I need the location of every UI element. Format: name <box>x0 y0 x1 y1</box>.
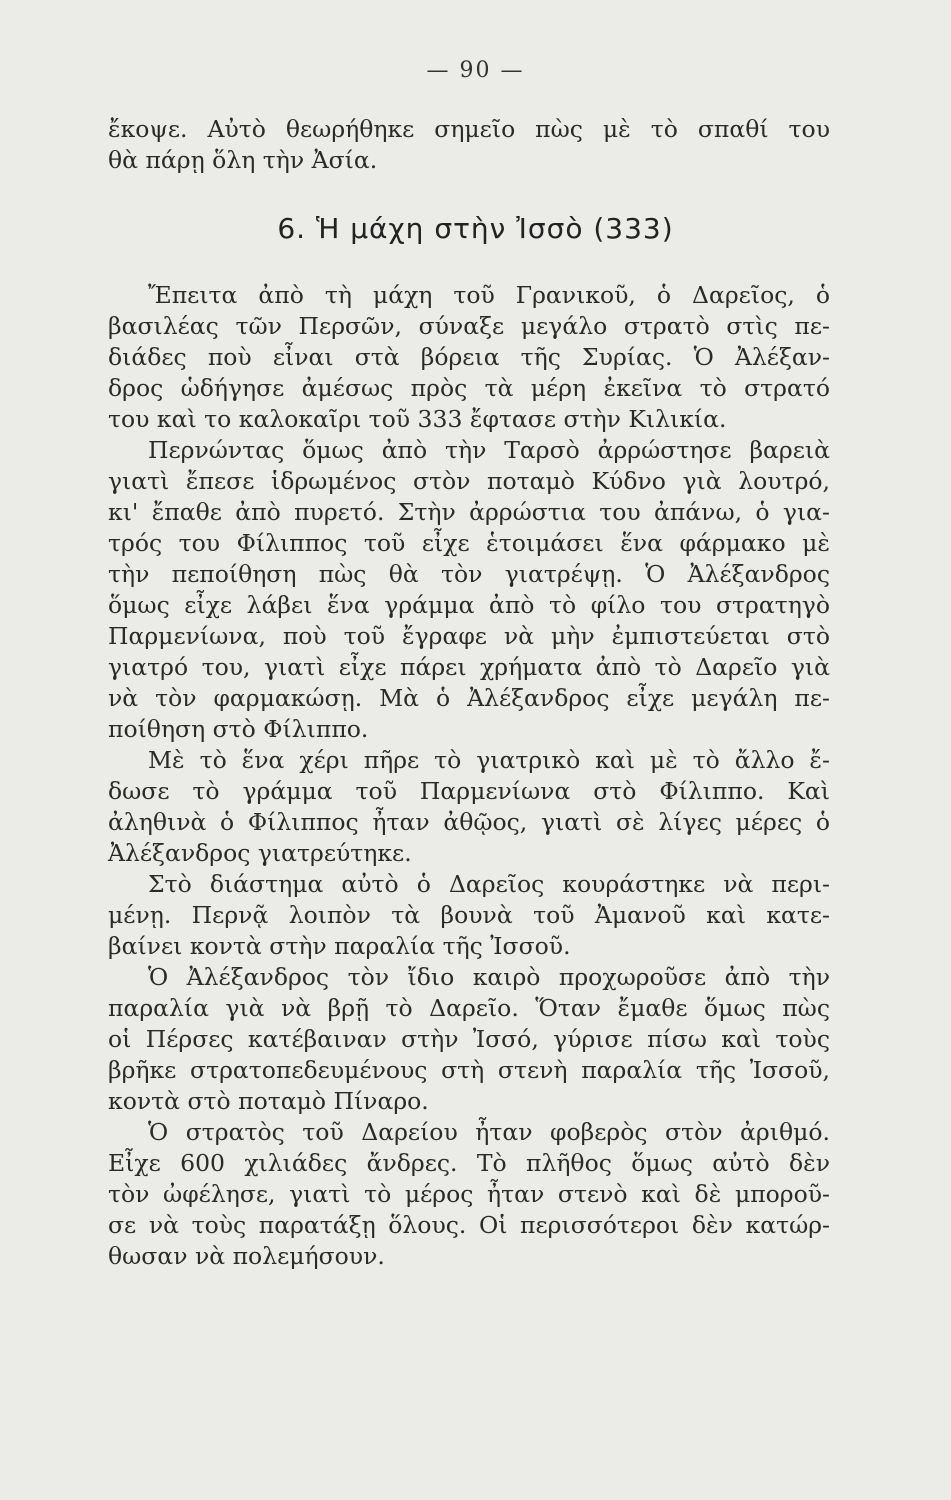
text-line: οἱ Πέρσες κατέβαιναν στὴν Ἰσσό, γύρισε πίσω καὶ τοὺς <box>108 1025 830 1053</box>
text-line: δωσε τὸ γράμμα τοῦ Παρμενίωνα στὸ Φίλιππο. Καὶ <box>108 777 830 805</box>
text-line: ἀληθινὰ ὁ Φίλιππος ἦταν ἀθῷος, γιατὶ σὲ λίγες μέρες ὁ <box>108 808 830 836</box>
text-line: Μὲ τὸ ἕνα χέρι πῆρε τὸ γιατρικὸ καὶ μὲ τὸ ἄλλο ἔ- <box>148 746 830 774</box>
text-line: παραλία γιὰ νὰ βρῇ τὸ Δαρεῖο. Ὅταν ἔμαθε ὅμως πὼς <box>108 994 830 1022</box>
text-line: Παρμενίωνα, ποὺ τοῦ ἔγραφε νὰ μὴν ἐμπιστεύεται στὸ <box>108 622 830 650</box>
section-heading: 6. Ἡ μάχη στὴν Ἰσσὸ (333) <box>277 212 674 245</box>
page-number: — 90 — <box>426 58 525 83</box>
text-line: Ἔπειτα ἀπὸ τὴ μάχη τοῦ Γρανικοῦ, ὁ Δαρεῖος, ὁ <box>148 281 830 309</box>
text-line: δρος ὡδήγησε ἀμέσως πρὸς τὰ μέρη ἐκεῖνα τὸ στρατό <box>108 374 830 402</box>
text-line: γιατὶ ἔπεσε ἱδρωμένος στὸν ποταμὸ Κύδνο γιὰ λουτρό, <box>108 467 830 495</box>
text-line: Εἶχε 600 χιλιάδες ἄνδρες. Τὸ πλῆθος ὅμως αὐτὸ δὲν <box>108 1149 830 1177</box>
text-line: διάδες ποὺ εἶναι στὰ βόρεια τῆς Συρίας. Ὁ Ἀλέξαν- <box>108 343 830 371</box>
text-line: σε νὰ τοὺς παρατάξῃ ὅλους. Οἱ περισσότεροι δὲν κατώρ- <box>108 1211 830 1239</box>
text-line: γιατρό του, γιατὶ εἶχε πάρει χρήματα ἀπὸ τὸ Δαρεῖο γιὰ <box>108 653 830 681</box>
text-line: τὴν πεποίθηση πὼς θὰ τὸν γιατρέψῃ. Ὁ Ἀλέξανδρος <box>108 560 830 588</box>
text-line: ὅμως εἶχε λάβει ἕνα γράμμα ἀπὸ τὸ φίλο του στρατηγὸ <box>108 591 830 619</box>
text-line: Ὁ στρατὸς τοῦ Δαρείου ἦταν φοβερὸς στὸν ἀριθμό. <box>148 1118 830 1146</box>
text-line: ποίθηση στὸ Φίλιππο. <box>108 715 369 743</box>
intro-paragraph <box>108 114 830 176</box>
text-line: Ἀλέξανδρος γιατρεύτηκε. <box>108 839 412 867</box>
text-line: θωσαν νὰ πολεμήσουν. <box>108 1242 385 1270</box>
text-line: Περνώντας ὅμως ἀπὸ τὴν Ταρσὸ ἀρρώστησε βαρειὰ <box>148 436 830 464</box>
text-line: κοντὰ στὸ ποταμὸ Πίναρο. <box>108 1087 429 1115</box>
text-line: κι' ἔπαθε ἀπὸ πυρετό. Στὴν ἀρρώστια του ἀπάνω, ὁ για- <box>108 498 830 526</box>
text-line: θὰ πάρῃ ὅλη τὴν Ἀσία. <box>108 146 378 174</box>
text-line: του καὶ το καλοκαῖρι τοῦ 333 ἔφτασε στὴν Κιλικία. <box>108 405 727 433</box>
text-line: μένῃ. Περνᾷ λοιπὸν τὰ βουνὰ τοῦ Ἀμανοῦ καὶ κατε- <box>108 901 830 929</box>
text-line: τὸν ὠφέλησε, γιατὶ τὸ μέρος ἦταν στενὸ καὶ δὲ μποροῦ- <box>108 1180 830 1208</box>
text-line: βαίνει κοντὰ στὴν παραλία τῆς Ἰσσοῦ. <box>108 932 571 960</box>
text-line: βρῆκε στρατοπεδευμένους στὴ στενὴ παραλία τῆς Ἰσσοῦ, <box>108 1056 830 1084</box>
text-line: νὰ τὸν φαρμακώσῃ. Μὰ ὁ Ἀλέξανδρος εἶχε μεγάλη πε- <box>108 684 830 712</box>
text-line: βασιλέας τῶν Περσῶν, σύναξε μεγάλο στρατὸ στὶς πε- <box>108 312 830 340</box>
body-text <box>108 280 830 1272</box>
text-line: Στὸ διάστημα αὐτὸ ὁ Δαρεῖος κουράστηκε νὰ περι- <box>148 870 830 898</box>
text-line: Ὁ Ἀλέξανδρος τὸν ἴδιο καιρὸ προχωροῦσε ἀπὸ τὴν <box>148 963 830 991</box>
text-line: ἔκοψε. Αὐτὸ θεωρήθηκε σημεῖο πὼς μὲ τὸ σπαθί του <box>108 115 830 143</box>
text-line: τρός του Φίλιππος τοῦ εἶχε ἑτοιμάσει ἕνα φάρμακο μὲ <box>108 529 830 557</box>
